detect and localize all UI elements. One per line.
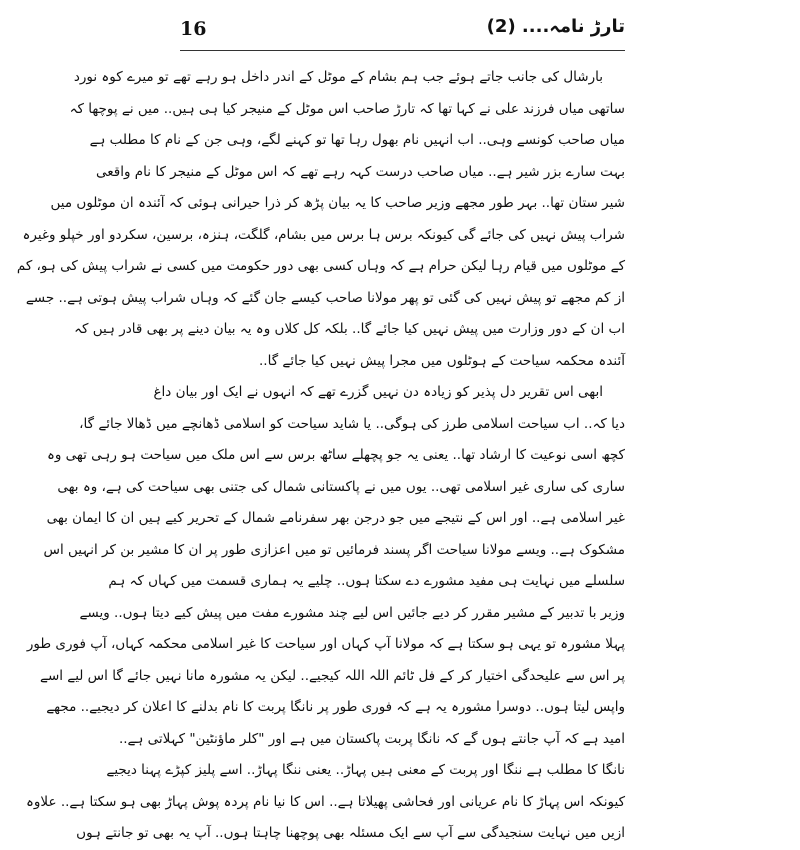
text-line: مشکوک ہے.. ویسے مولانا سیاحت اگر پسند فرمائیں تو میں اعزازی طور پر ان کا مشیر بن کر انہیں اس — [43, 541, 625, 558]
text-line: آئندہ محکمہ سیاحت کے ہوٹلوں میں مجرا پیش نہیں کیا جائے گا.. — [259, 352, 625, 369]
text-line: پر اس سے علیحدگی اختیار کر کے فل ٹائم اللہ اللہ کیجیے.. لیکن یہ مشورہ مانا نہیں جائے گا اس لیے اسے — [40, 667, 625, 684]
text-line: بارشال کی جانب جاتے ہوئے جب ہم بشام کے موٹل کے اندر داخل ہو رہے تھے تو میرے کوہ نورد — [73, 69, 603, 85]
text-line: سلسلے میں نہایت ہی مفید مشورے دے سکتا ہوں.. چلیے یہ ہماری قسمت میں کہاں کہ ہم — [108, 573, 625, 589]
text-line: ازیں میں نہایت سنجیدگی سے آپ سے ایک مسئلہ بھی پوچھنا چاہتا ہوں.. آپ یہ بھی تو جانتے ہوں — [76, 825, 625, 841]
text-line: امید ہے کہ آپ جانتے ہوں گے کہ نانگا پربت پاکستان میں ہے اور "کلر ماؤنٹین" کہلاتی ہے.. — [118, 730, 625, 747]
page-body — [16, 62, 625, 850]
text-line: پہلا مشورہ تو یہی ہو سکتا ہے کہ مولانا آپ کہاں اور سیاحت کا غیر اسلامی محکمہ کہاں، آپ فوری طور — [26, 636, 625, 652]
page-number: 16 — [180, 18, 207, 40]
text-line: نانگا کا مطلب ہے ننگا اور پربت کے معنی ہیں پہاڑ.. یعنی ننگا پہاڑ.. اسے پلیز کپڑے پہنا دیجیے — [106, 762, 625, 778]
text-line: دیا کہ.. اب سیاحت اسلامی طرز کی ہوگی.. یا شاید سیاحت کو اسلامی ڈھانچے میں ڈھالا جائے گا، — [79, 415, 625, 432]
text-line: میاں صاحب کونسے وہی.. اب انہیں نام بھول رہا تھا تو کہنے لگے، وہی جن کے نام کا مطلب ہے — [89, 132, 625, 148]
page-header — [180, 16, 625, 51]
text-line: ساتھی میاں فرزند علی نے کہا تھا کہ تارڑ صاحب اس موٹل کے منیجر کیا ہی ہیں.. میں نے پوچھا کہ — [69, 100, 625, 117]
text-line: ابھی اس تقریر دل پذیر کو زیادہ دن نہیں گزرے تھے کہ انہوں نے ایک اور بیان داغ — [153, 384, 603, 400]
text-line: از کم مجھے تو پیش نہیں کی گئی تو پھر مولانا صاحب کیسے جان گئے کہ وہاں شراب پیش ہوتی ہے.. جسے — [25, 289, 625, 306]
text-line: بہت سارے بزر شیر ہے.. میاں صاحب درست کہہ رہے تھے کہ اس موٹل کے منیجر کا نام واقعی — [96, 163, 625, 180]
text-line: وزیر با تدبیر کے مشیر مقرر کر دیے جائیں اس لیے چند مشورے مفت میں پیش کیے دیتا ہوں.. ویسے — [79, 604, 625, 621]
text-line: کیونکہ اس پہاڑ کا نام عریانی اور فحاشی پھیلاتا ہے.. اس کا نیا نام پردہ پوش پہاڑ بھی ہو سکتا ہے.. علاوہ — [25, 793, 625, 810]
paragraph-1 — [16, 62, 625, 377]
text-line: اب ان کے دور وزارت میں پیش نہیں کیا جائے گا.. بلکہ کل کلاں وہ یہ بیان دینے پر بھی قادر ہیں کہ — [74, 321, 625, 337]
text-line: کچھ اسی نوعیت کا ارشاد تھا.. یعنی یہ جو پچھلے ساٹھ برس سے اس ملک میں سیاحت ہو رہی تھی وہ — [46, 447, 625, 463]
paragraph-2 — [25, 377, 625, 850]
text-line: واپس لیتا ہوں.. دوسرا مشورہ یہ ہے کہ فوری طور پر نانگا پربت کا نام بدلنے کا اعلان کر دیجیے.. مجھے — [46, 699, 625, 715]
text-line: شیر ستان تھا.. بہر طور مجھے وزیر صاحب کا یہ بیان پڑھ کر ذرا حیرانی ہوئی کہ آئندہ ان موٹلوں میں — [50, 195, 625, 211]
running-title: تارڑ نامہ.... (2) — [486, 16, 625, 37]
text-line: شراب پیش نہیں کی جائے گی کیونکہ برس ہا برس میں بشام، گلگت، ہنزہ، برسین، سکردو اور خپلو وغیرہ — [22, 226, 625, 243]
text-line: غیر اسلامی ہے.. اور اس کے نتیجے میں جو درجن بھر سفرنامے شمال کے تحریر کیے ہیں ان کا ایمان بھی — [46, 510, 625, 526]
text-line: ساری کی ساری غیر اسلامی تھی.. یوں میں نے پاکستانی شمال کی جتنی بھی سیاحت کی ہے، وہ بھی — [57, 478, 625, 495]
text-line: کے موٹلوں میں قیام رہا لیکن حرام ہے کہ وہاں کسی بھی دور حکومت میں کسی نے شراب پیش کی ہو، کم — [16, 258, 625, 274]
